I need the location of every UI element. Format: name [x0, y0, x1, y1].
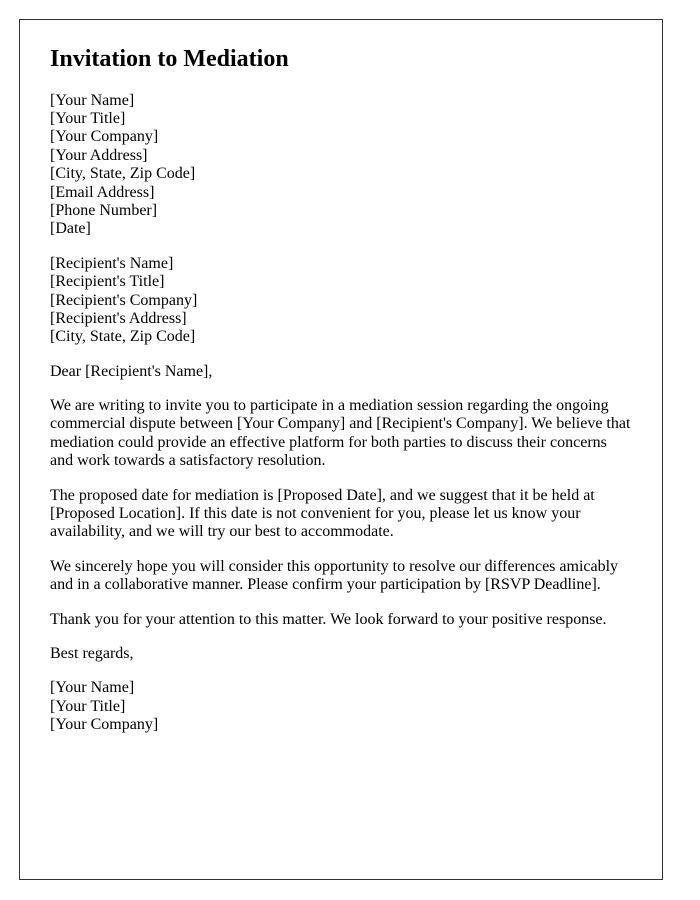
recipient-title: [Recipient's Title]: [50, 273, 165, 291]
letter-date: [Date]: [50, 220, 91, 238]
sender-name: [Your Name]: [50, 91, 135, 109]
signature-name: [Your Name]: [50, 679, 135, 697]
signature-block: [50, 679, 632, 734]
sender-city-state-zip: [City, State, Zip Code]: [50, 165, 196, 183]
recipient-name: [Recipient's Name]: [50, 254, 174, 272]
recipient-address-block: [50, 255, 632, 347]
recipient-city-state-zip: [City, State, Zip Code]: [50, 328, 196, 346]
signature-company: [Your Company]: [50, 716, 159, 734]
sender-address-block: [50, 92, 632, 239]
sender-address: [Your Address]: [50, 146, 148, 164]
recipient-address: [Recipient's Address]: [50, 309, 187, 327]
paragraph-thanks: Thank you for your attention to this matter. We look forward to your positive response.: [50, 610, 607, 628]
sender-email: [Email Address]: [50, 183, 155, 201]
letter-page: [19, 19, 663, 880]
recipient-company: [Recipient's Company]: [50, 291, 198, 309]
signature-title: [Your Title]: [50, 697, 126, 715]
sender-company: [Your Company]: [50, 128, 159, 146]
paragraph-invitation: We are writing to invite you to participate in a mediation session regarding the ongoing commercial dispute between [Your Company] and [Recipient's Company]. We believe that mediation could provide an effective platform for both parties to discuss their concerns and work towards a satisfactory resolution.: [50, 397, 631, 470]
salutation: Dear [Recipient's Name],: [50, 362, 213, 380]
letter-title: Invitation to Mediation: [50, 46, 289, 72]
sender-phone: [Phone Number]: [50, 201, 158, 219]
paragraph-rsvp: We sincerely hope you will consider this opportunity to resolve our differences amicably and in a collaborative manner. Please confirm your participation by [RSVP Deadline].: [50, 557, 619, 594]
sender-title: [Your Title]: [50, 109, 126, 127]
paragraph-proposed-date: The proposed date for mediation is [Proposed Date], and we suggest that it be held at [Proposed Location]. If this date is not convenient for you, please let us know your availability, and we will try our best to accommodate.: [50, 486, 595, 541]
closing: Best regards,: [50, 644, 134, 662]
